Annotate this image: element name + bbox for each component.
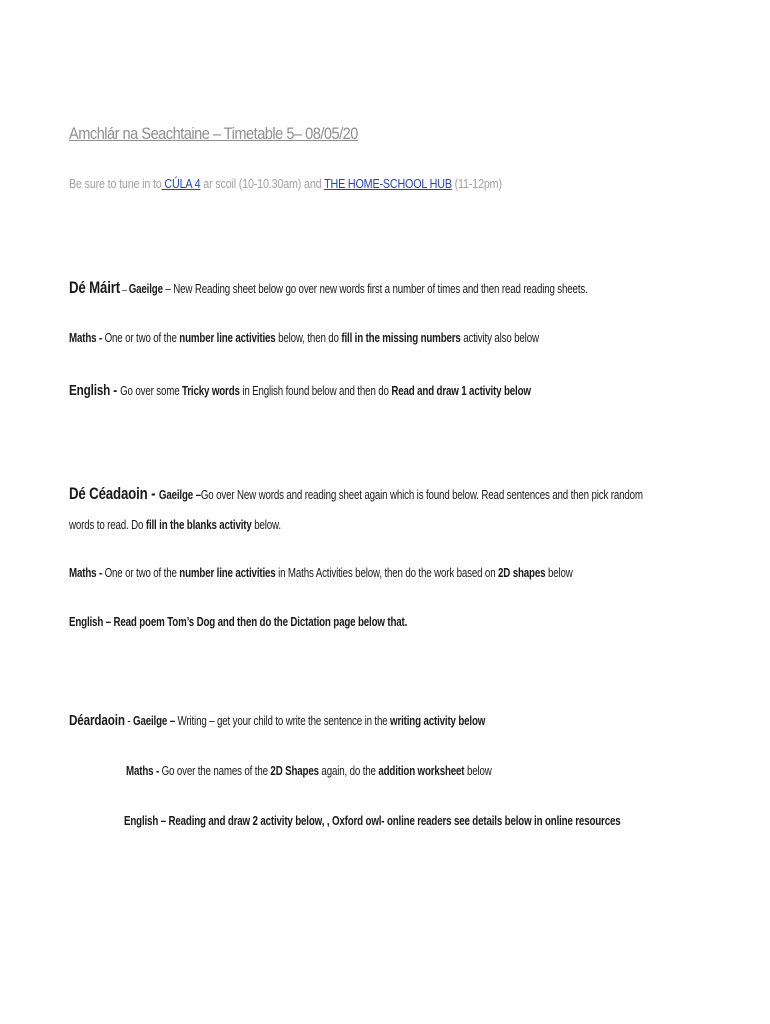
text: Go over some xyxy=(120,384,183,398)
wednesday-maths-line xyxy=(69,566,573,580)
page-title: Amchlár na Seachtaine – Timetable 5– 08/05/20 xyxy=(69,124,358,143)
text: One or two of the xyxy=(104,566,180,580)
english-text: English – Read poem Tom’s Dog and then do the Dictation page below that. xyxy=(69,615,408,629)
bold-text: writing activity below xyxy=(390,714,486,728)
text: One or two of the xyxy=(104,331,180,345)
tune-mid: ar scoil (10-10.30am) and xyxy=(200,177,325,191)
text: Go over the names of the xyxy=(161,764,271,778)
wednesday-gaeilge-line xyxy=(69,484,643,504)
sep: - xyxy=(124,714,134,728)
thursday-maths-line xyxy=(126,764,492,778)
day-thursday: Déardaoin xyxy=(69,712,125,729)
text: in English found below and then do xyxy=(239,384,392,398)
thursday-english-line xyxy=(124,814,621,828)
wednesday-english-line xyxy=(69,615,407,629)
text: words to read. Do xyxy=(69,518,146,532)
text: in Maths Activities below, then do the work based on xyxy=(275,566,499,580)
cula4-link[interactable]: CÚLA 4 xyxy=(161,177,201,191)
tune-suffix: (11-12pm) xyxy=(451,177,502,191)
gaeilge-label: Gaeilge – xyxy=(158,488,201,502)
text: again, do the xyxy=(318,764,379,778)
tuesday-maths-line xyxy=(69,331,539,345)
english-label: English - xyxy=(69,382,121,399)
bold-text: Read and draw 1 activity below xyxy=(391,384,531,398)
maths-label: Maths - xyxy=(69,331,105,345)
maths-label: Maths - xyxy=(69,566,105,580)
english-text: English – Reading and draw 2 activity below, , Oxford owl- online readers see details below in online resources xyxy=(124,814,621,828)
bold-text: 2D shapes xyxy=(498,566,546,580)
gaeilge-text: Go over New words and reading sheet again which is found below. Read sentences and then pick random xyxy=(200,488,643,502)
wednesday-gaeilge-line2 xyxy=(69,518,281,532)
gaeilge-label: Gaeilge – xyxy=(133,714,178,728)
text: below. xyxy=(251,518,281,532)
bold-text: number line activities xyxy=(179,331,276,345)
text: below xyxy=(464,764,492,778)
gaeilge-label: Gaeilge xyxy=(128,282,163,296)
text: below, then do xyxy=(275,331,342,345)
text: activity also below xyxy=(460,331,539,345)
day-tuesday: Dé Máirt xyxy=(69,278,121,297)
tune-in-line xyxy=(69,177,502,191)
tuesday-gaeilge-line xyxy=(69,278,588,298)
bold-text: number line activities xyxy=(179,566,276,580)
maths-label: Maths - xyxy=(126,764,162,778)
day-wednesday: Dé Céadaoin - xyxy=(69,484,159,503)
bold-text: addition worksheet xyxy=(378,764,465,778)
tuesday-english-line xyxy=(69,382,531,399)
tune-prefix: Be sure to tune in to xyxy=(69,177,162,191)
text: below xyxy=(545,566,573,580)
gaeilge-text: – New Reading sheet below go over new words first a number of times and then read reading sheets. xyxy=(162,282,588,296)
sep: – xyxy=(120,284,129,296)
thursday-gaeilge-line xyxy=(69,712,485,729)
bold-text: Tricky words xyxy=(182,384,240,398)
bold-text: fill in the missing numbers xyxy=(341,331,461,345)
bold-text: fill in the blanks activity xyxy=(145,518,252,532)
text: Writing – get your child to write the sentence in the xyxy=(177,714,391,728)
bold-text: 2D Shapes xyxy=(270,764,319,778)
home-school-hub-link[interactable]: THE HOME-SCHOOL HUB xyxy=(324,177,452,191)
